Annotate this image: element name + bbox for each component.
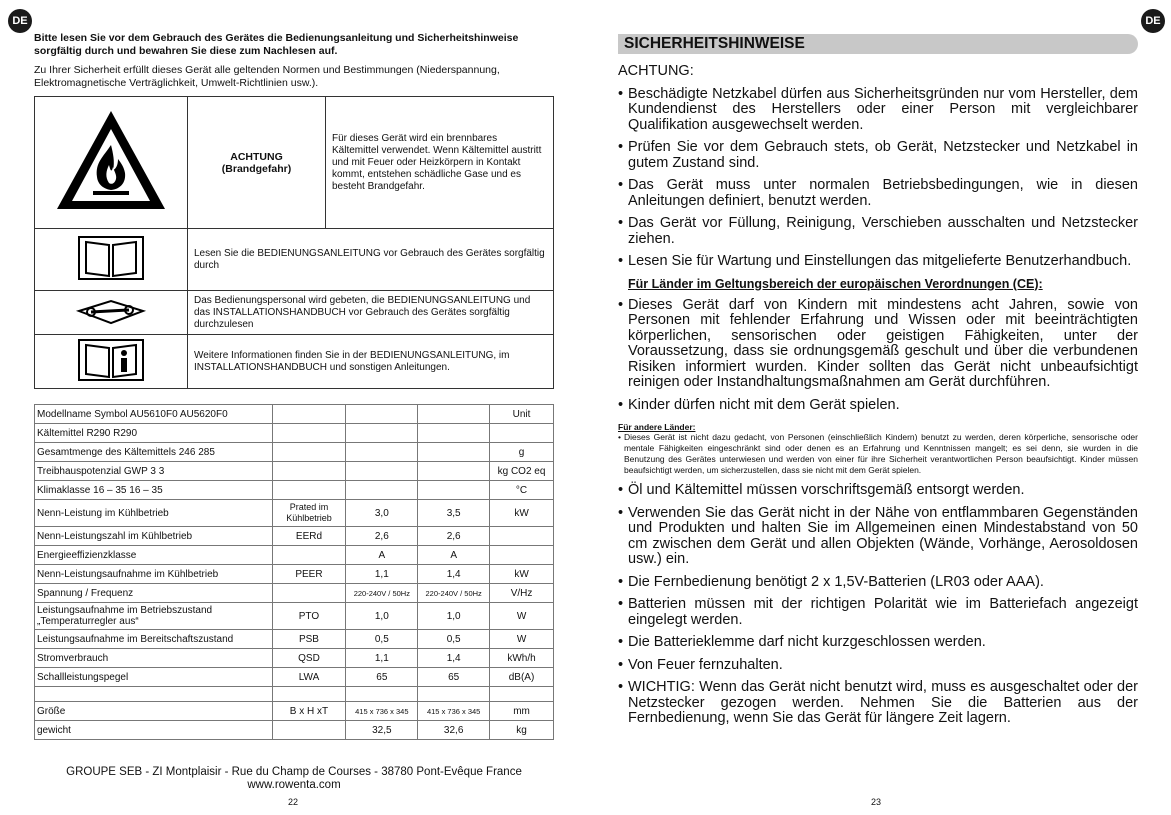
bullet-dot: • (618, 85, 624, 102)
bullet-item (618, 140, 1138, 171)
footer (34, 766, 554, 792)
bullet-dot: • (618, 296, 624, 313)
other-countries-text (618, 432, 1138, 476)
spec-cell-sym: PTO (272, 603, 346, 630)
bullet-dot: • (618, 504, 624, 521)
spec-cell-unit: kW (490, 565, 554, 584)
spec-cell-sym (272, 481, 346, 500)
bullet-item (618, 506, 1138, 568)
spec-cell-unit: kg CO2 eq (490, 462, 554, 481)
spec-cell-v2: 415 x 736 x 345 (418, 702, 490, 721)
bullet-dot: • (618, 253, 624, 269)
spec-cell-unit (490, 527, 554, 546)
spec-cell-label: Größe (35, 702, 273, 721)
intro-text: Zu Ihrer Sicherheit erfüllt dieses Gerät alle geltenden Normen und Bestimmungen (Niederspannung, Elektromagnetische Verträglichkeit, Umwelt-Richtlinien usw.). (34, 64, 500, 89)
spec-row (35, 603, 554, 630)
spec-cell-v1: 65 (346, 668, 418, 687)
spec-row (35, 527, 554, 546)
spec-cell-v2: 0,5 (418, 630, 490, 649)
bullet-dot: • (618, 596, 624, 612)
spec-cell-sym: B x H xT (272, 702, 346, 721)
book-icon (76, 234, 146, 282)
warning-table (34, 96, 554, 389)
spec-cell-v2: 220-240V / 50Hz (418, 584, 490, 603)
spec-cell-label: Modellname Symbol AU5610F0 AU5620F0 (35, 405, 273, 424)
spec-cell-unit: Unit (490, 405, 554, 424)
spec-cell-unit: V/Hz (490, 584, 554, 603)
bullet-item (618, 398, 1138, 414)
spec-cell-unit: mm (490, 702, 554, 721)
spec-cell-v1: 1,1 (346, 649, 418, 668)
spec-cell-label: gewicht (35, 721, 273, 740)
spec-row (35, 443, 554, 462)
spec-cell-v1: 0,5 (346, 630, 418, 649)
flammable-warning-icon (51, 105, 171, 217)
spec-row (35, 546, 554, 565)
spec-cell-v1 (346, 405, 418, 424)
bullet-dot: • (618, 177, 624, 193)
bullet-item (618, 254, 1138, 270)
spec-row (35, 721, 554, 740)
spec-cell-v2: 1,4 (418, 649, 490, 668)
spec-cell-sym (272, 721, 346, 740)
bullet-item (618, 216, 1138, 247)
spec-cell-v1 (346, 462, 418, 481)
instruction-text: Weitere Informationen finden Sie in der BEDIENUNGSANLEITUNG, im INSTALLATIONSHANDBUCH und sonstigen Anleitungen. (194, 349, 510, 373)
spec-cell-v2: 3,5 (418, 500, 490, 527)
instruction-text-cell (188, 335, 554, 389)
spec-cell-sym (272, 462, 346, 481)
bullet-dot: • (618, 396, 624, 413)
warning-text-cell (326, 97, 554, 229)
other-countries-heading: Für andere Länder: (618, 422, 696, 432)
spec-cell-sym: PEER (272, 565, 346, 584)
spec-cell-v1: 1,0 (346, 603, 418, 630)
bullet-text: Dieses Gerät darf von Kindern mit mindestens acht Jahren, sowie von Personen mit fehlender Erfahrung und Wissen oder mit beeinträchtigten körperlichen, sensorischen oder geistigen Fähigkeiten, unter der Voraussetzung, dass sie ordnungsgemäß geschult und über die verbundenen Risiken informiert wurden. Kinder sollten das Gerät nicht unbeaufsichtigt reinigen oder Instandhaltungsmaßnahmen am Gerät durchführen. (628, 296, 1138, 390)
spec-cell-sym: PSB (272, 630, 346, 649)
spec-cell-unit: g (490, 443, 554, 462)
spec-cell-label: Leistungsaufnahme im Bereitschaftszustand (35, 630, 273, 649)
spec-row (35, 481, 554, 500)
spec-cell-v1 (346, 424, 418, 443)
spec-cell-sym (272, 687, 346, 702)
instruction-text-cell (188, 229, 554, 291)
bullet-dot: • (618, 215, 624, 231)
bullet-list-more (618, 483, 1138, 727)
instruction-text: Das Bedienungspersonal wird gebeten, die BEDIENUNGSANLEITUNG und das INSTALLATIONSHANDBUCH vor Gebrauch des Gerätes sorgfältig durchzulesen (194, 294, 531, 330)
bullet-text: Von Feuer fernzuhalten. (628, 656, 783, 673)
bullet-list-eu (618, 298, 1138, 414)
spec-row (35, 405, 554, 424)
spec-table (34, 404, 554, 740)
spec-row (35, 565, 554, 584)
spec-cell-label: Klimaklasse 16 – 35 16 – 35 (35, 481, 273, 500)
left-page (34, 32, 556, 740)
bullet-dot: • (618, 679, 624, 695)
page-number: 23 (871, 797, 882, 807)
spec-cell-v1: 32,5 (346, 721, 418, 740)
spec-cell-label: Nenn-Leistungsaufnahme im Kühlbetrieb (35, 565, 273, 584)
spec-cell-label: Treibhauspotenzial GWP 3 3 (35, 462, 273, 481)
warning-text: Für dieses Gerät wird ein brennbares Kältemittel verwendet. Wenn Kältemittel austritt und mit Feuer oder Heizkörpern in Kontakt kommt, entstehen schädliche Gase und es besteht Brandgefahr. (332, 132, 542, 192)
bullet-text: Lesen Sie für Wartung und Einstellungen das mitgelieferte Benutzerhandbuch. (628, 253, 1132, 269)
spec-cell-sym: EERd (272, 527, 346, 546)
spec-cell-v2 (418, 424, 490, 443)
spec-row (35, 702, 554, 721)
bullet-item (618, 298, 1138, 391)
spec-cell-unit: dB(A) (490, 668, 554, 687)
bullet-text: Das Gerät muss unter normalen Betriebsbedingungen, wie in diesen Anleitungen definiert, benutzt werden. (628, 177, 1138, 209)
spec-cell-sym: QSD (272, 649, 346, 668)
language-badge: DE (1141, 9, 1165, 33)
bullet-item (618, 658, 1138, 674)
bullet-item (618, 575, 1138, 591)
spec-cell-unit: kW (490, 500, 554, 527)
page-number: 22 (288, 797, 299, 807)
bullet-item (618, 178, 1138, 209)
wrench-manual-icon (71, 295, 151, 327)
bullet-text: Prüfen Sie vor dem Gebrauch stets, ob Gerät, Netzstecker und Netzkabel in gutem Zustand sind. (628, 139, 1138, 171)
spec-cell-v1 (346, 481, 418, 500)
language-badge: DE (8, 9, 32, 33)
bullet-item (618, 483, 1138, 499)
bullet-text: Öl und Kältemittel müssen vorschriftsgemäß entsorgt werden. (628, 482, 1025, 498)
spec-cell-v1 (346, 443, 418, 462)
spec-cell-sym (272, 424, 346, 443)
spec-cell-v1: 2,6 (346, 527, 418, 546)
spec-cell-v2: 32,6 (418, 721, 490, 740)
spec-cell-v2: 65 (418, 668, 490, 687)
bullet-list-general (618, 87, 1138, 270)
bullet-text: Die Batterieklemme darf nicht kurzgeschlossen werden. (628, 634, 986, 650)
spec-cell-label (35, 687, 273, 702)
spec-row (35, 584, 554, 603)
bullet-dot: • (618, 432, 621, 442)
instruction-text-cell (188, 291, 554, 335)
bullet-dot: • (618, 634, 624, 650)
spec-cell-label: Stromverbrauch (35, 649, 273, 668)
spec-cell-label: Kältemittel R290 R290 (35, 424, 273, 443)
bullet-dot: • (618, 573, 624, 590)
bullet-text: Kinder dürfen nicht mit dem Gerät spielen. (628, 396, 900, 413)
wrench-manual-icon-cell (35, 291, 188, 335)
spec-cell-v1: 220-240V / 50Hz (346, 584, 418, 603)
spec-cell-v2 (418, 405, 490, 424)
spec-cell-v2 (418, 462, 490, 481)
spec-cell-sym: LWA (272, 668, 346, 687)
spec-cell-v1 (346, 687, 418, 702)
bullet-text: Verwenden Sie das Gerät nicht in der Nähe von entflammbaren Gegenständen und Produkten und halten Sie im Allgemeinen einen Mindestabstand von 50 cm zwischen dem Gerät und allen Objekten (Wände, Vorhänge, Aerosoldosen usw.) ein. (628, 504, 1138, 567)
info-manual-icon-cell (35, 335, 188, 389)
spec-cell-sym: Prated im Kühlbetrieb (272, 500, 346, 527)
spec-cell-label: Schallleistungspegel (35, 668, 273, 687)
spec-cell-unit (490, 546, 554, 565)
spec-cell-v2: A (418, 546, 490, 565)
spec-cell-unit: W (490, 603, 554, 630)
bullet-item (618, 87, 1138, 134)
spec-row (35, 630, 554, 649)
spec-cell-unit (490, 424, 554, 443)
spec-row (35, 687, 554, 702)
spec-cell-v1: 3,0 (346, 500, 418, 527)
spec-cell-v1: 1,1 (346, 565, 418, 584)
spec-cell-unit: W (490, 630, 554, 649)
footer-address: GROUPE SEB - ZI Montplaisir - Rue du Champ de Courses - 38780 Pont-Evêque France (66, 766, 522, 778)
spec-cell-unit: kWh/h (490, 649, 554, 668)
spec-cell-sym (272, 546, 346, 565)
bullet-item (618, 635, 1138, 651)
achtung-label: ACHTUNG: (618, 63, 694, 79)
spec-row (35, 649, 554, 668)
spec-cell-sym (272, 443, 346, 462)
spec-row (35, 424, 554, 443)
spec-cell-unit (490, 687, 554, 702)
instruction-text: Lesen Sie die BEDIENUNGSANLEITUNG vor Gebrauch des Gerätes sorgfältig durch (194, 247, 545, 271)
spec-cell-sym (272, 584, 346, 603)
spec-row (35, 500, 554, 527)
footer-website: www.rowenta.com (247, 779, 341, 791)
manual-icon-cell (35, 229, 188, 291)
warning-title: ACHTUNG (230, 150, 283, 163)
spec-cell-v1: 415 x 736 x 345 (346, 702, 418, 721)
spec-cell-sym (272, 405, 346, 424)
bullet-dot: • (618, 656, 624, 673)
spec-cell-v2 (418, 481, 490, 500)
spec-row (35, 668, 554, 687)
intro-bold-text: Bitte lesen Sie vor dem Gebrauch des Gerätes die Bedienungsanleitung und Sicherheitshinweise sorgfältig durch und bewahren Sie diese zum Nachlesen auf. (34, 32, 519, 57)
section-heading: SICHERHEITSHINWEISE (618, 34, 1138, 54)
eu-heading: Für Länder im Geltungsbereich der europäischen Verordnungen (CE): (628, 276, 1043, 291)
spec-cell-label: Gesamtmenge des Kältemittels 246 285 (35, 443, 273, 462)
bullet-text: Die Fernbedienung benötigt 2 x 1,5V-Batterien (LR03 oder AAA). (628, 573, 1044, 590)
other-countries-body: Dieses Gerät ist nicht dazu gedacht, von Personen (einschließlich Kindern) benutzt zu werden, deren körperliche, sensorische oder mentale Fähigkeiten eingeschränkt sind oder denen es an Erfahrung und Kenntnissen mangelt; es sei denn, sie wurden in die Benutzung des Gerätes unterwiesen und werden von einer für ihre Sicherheit verantwortlichen Person beaufsichtigt. Kinder müssen beaufsichtigt werden, um sicherzustellen, dass sie nicht mit dem Gerät spielen. (624, 432, 1138, 475)
spec-cell-unit: kg (490, 721, 554, 740)
spec-cell-v2 (418, 687, 490, 702)
warning-subtitle: (Brandgefahr) (221, 162, 292, 175)
info-manual-icon (76, 337, 146, 383)
flammable-warning-cell (35, 97, 188, 229)
spec-cell-v2 (418, 443, 490, 462)
spec-cell-label: Nenn-Leistung im Kühlbetrieb (35, 500, 273, 527)
spec-cell-v1: A (346, 546, 418, 565)
bullet-dot: • (618, 139, 624, 155)
bullet-item (618, 680, 1138, 727)
bullet-item (618, 597, 1138, 628)
spec-cell-v2: 2,6 (418, 527, 490, 546)
spec-cell-label: Spannung / Frequenz (35, 584, 273, 603)
spec-cell-label: Nenn-Leistungszahl im Kühlbetrieb (35, 527, 273, 546)
bullet-dot: • (618, 482, 624, 498)
bullet-text: Das Gerät vor Füllung, Reinigung, Verschieben ausschalten und Netzstecker ziehen. (628, 215, 1138, 247)
spec-cell-label: Energieeffizienzklasse (35, 546, 273, 565)
spec-cell-unit: °C (490, 481, 554, 500)
warning-title-cell (188, 97, 326, 229)
spec-cell-v2: 1,0 (418, 603, 490, 630)
spec-cell-label: Leistungsaufnahme im Betriebszustand „Temperaturregler aus“ (35, 603, 273, 630)
bullet-text: WICHTIG: Wenn das Gerät nicht benutzt wird, muss es ausgeschaltet oder der Netzstecker gezogen werden. Nehmen Sie die Batterien aus der Fernbedienung, wenn Sie das Gerät für längere Zeit lagern. (628, 679, 1138, 726)
bullet-text: Beschädigte Netzkabel dürfen aus Sicherheitsgründen nur vom Hersteller, dem Kundendienst des Herstellers oder einer Person mit vergleichbarer Qualifikation ausgewechselt werden. (628, 85, 1138, 133)
spec-cell-v2: 1,4 (418, 565, 490, 584)
spec-row (35, 462, 554, 481)
right-page (618, 34, 1138, 727)
bullet-text: Batterien müssen mit der richtigen Polarität wie im Batteriefach angezeigt eingelegt werden. (628, 596, 1138, 628)
